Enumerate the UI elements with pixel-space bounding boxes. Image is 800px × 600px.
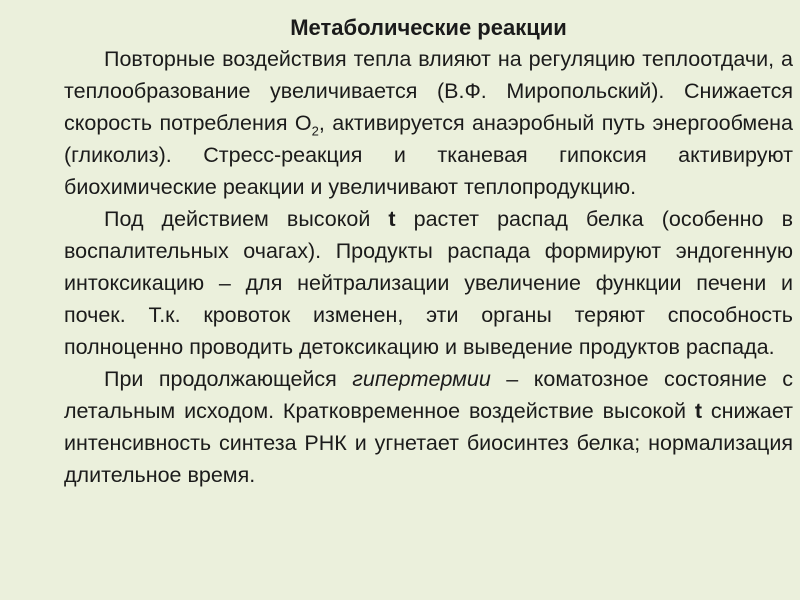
p3-temperature-symbol: t (694, 399, 703, 423)
slide-title: Метаболические реакции (290, 15, 567, 40)
p3-text-c: снижает интенсивность синтеза РНК и угнетает биосинтез белка; нормализация длительное время. (64, 399, 793, 487)
p1-text-a: Повторные воздействия тепла влияют на регуляцию теплоотдачи, а теплообразование увеличивается (В.Ф. Миропольский). Снижается скорость потребления O (64, 47, 793, 135)
paragraph-1 (64, 43, 793, 203)
p3-italic-term: гипертермии (352, 367, 491, 391)
paragraph-2 (64, 203, 793, 363)
slide-content (64, 14, 793, 491)
p3-text-b: – коматозное состояние с летальным исходом. Кратковременное воздействие высокой (64, 367, 793, 423)
p2-text-a: Под действием высокой (104, 207, 389, 231)
paragraph-3 (64, 363, 793, 491)
p2-temperature-symbol: t (388, 207, 396, 231)
p1-subscript: 2 (311, 123, 319, 139)
p1-text-b: , активируется анаэробный путь энергообмена (гликолиз). Стресс-реакция и тканевая гипоксия активируют биохимические реакции и увеличивают теплопродукцию. (64, 111, 794, 199)
p3-text-a: При продолжающейся (104, 367, 353, 391)
p2-text-b: растет распад белка (особенно в воспалительных очагах). Продукты распада формируют эндогенную интоксикацию – для нейтрализации увеличение функции печени и почек. Т.к. кровоток изменен, эти органы теряют способность полноценно проводить детоксикацию и выведение продуктов распада. (64, 207, 793, 359)
